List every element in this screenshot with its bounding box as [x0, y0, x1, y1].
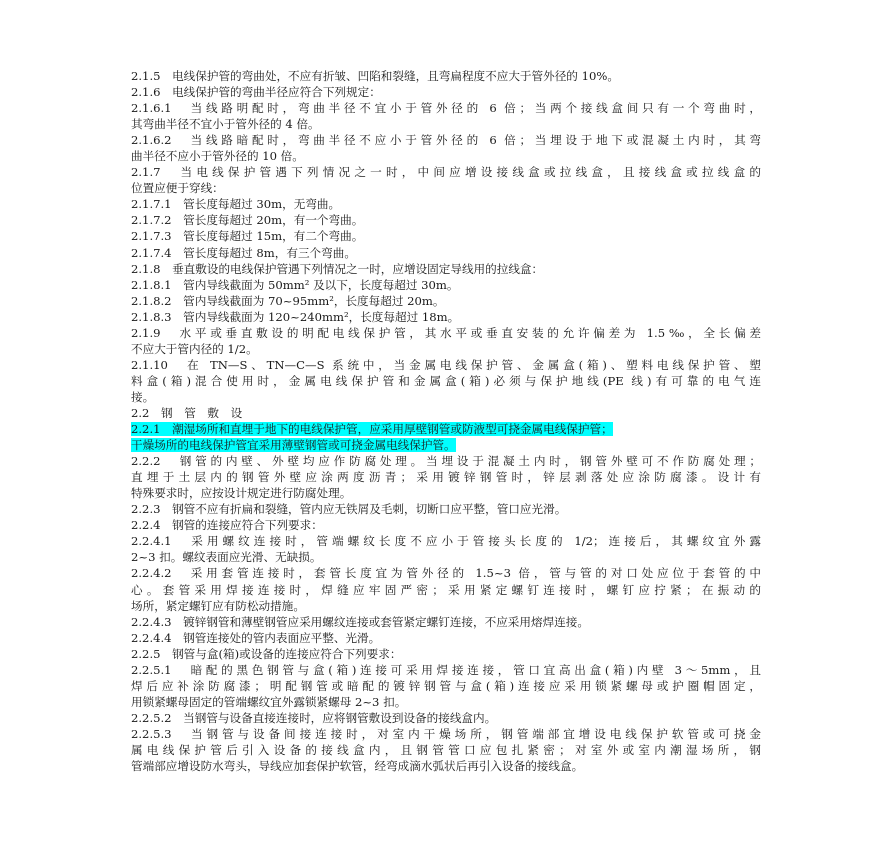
text-line: 2.1.7.3 管长度每超过 15m，有二个弯曲。 [131, 229, 364, 244]
text-line: 接。 [131, 389, 155, 404]
text-line: 特殊要求时，应按设计规定进行防腐处理。 [131, 486, 352, 501]
text-line: 2.1.9 水平或垂直敷设的明配电线保护管，其水平或垂直安装的允许偏差为 1.5‰，全长偏差 [131, 325, 761, 340]
text-line: 2.1.8.3 管内导线截面为 120~240mm²，长度每超过 18m。 [131, 309, 460, 324]
highlighted-text-line [131, 421, 761, 437]
text-line: 2.1.5 电线保护管的弯曲处，不应有折皱、凹陷和裂缝，且弯扁程度不应大于管外径的 10%。 [131, 69, 619, 83]
text-line: 2.2.4.3 镀锌钢管和薄壁钢管应采用螺纹连接或套管紧定螺钉连接，不应采用熔焊连接。 [131, 614, 589, 629]
text-line: 2.1.6.1 当线路明配时，弯曲半径不宜小于管外径的 6 倍；当两个接线盒间只有一个弯曲时， [131, 101, 761, 116]
text-line: 管端部应增设防水弯头，导线应加套保护软管，经弯成滴水弧状后再引入设备的接线盒。 [131, 759, 584, 774]
text-line: 2.1.6.2 当线路暗配时，弯曲半径不应小于管外径的 6 倍；当埋设于地下或混凝土内时，其弯 [131, 133, 761, 148]
text-line: 曲半径不应小于管外径的 10 倍。 [131, 149, 304, 164]
text-line: 2.1.7.1 管长度每超过 30m，无弯曲。 [131, 197, 341, 212]
text-line: 其弯曲半径不宜小于管外径的 4 倍。 [131, 117, 320, 132]
text-line: 2.2.5.3 当钢管与设备间接连接时，对室内干燥场所，钢管端部宜增设电线保护软管或可挠金 [131, 726, 761, 741]
text-line: 2~3 扣。螺纹表面应光滑、无缺损。 [131, 550, 322, 565]
highlighted-text: 2.2.1 潮湿场所和直埋于地下的电线保护管，应采用厚壁钢管或防液型可挠金属电线保护管； [131, 422, 613, 437]
text-line: 2.2.4.1 采用螺纹连接时，管端螺纹长度不应小于管接头长度的 1/2；连接后，其螺纹宜外露 [131, 534, 761, 549]
text-line: 2.2.2 钢管的内壁、外壁均应作防腐处理。当埋设于混凝土内时，钢管外壁可不作防腐处理； [131, 454, 761, 469]
text-line: 2.2.3 钢管不应有折扁和裂缝，管内应无铁屑及毛刺，切断口应平整，管口应光滑。 [131, 502, 567, 517]
highlighted-text: 干燥场所的电线保护管宜采用薄壁钢管或可挠金属电线保护管。 [131, 438, 456, 453]
text-line: 2.2.4.4 钢管连接处的管内表面应平整、光滑。 [131, 630, 381, 645]
text-line: 2.1.10 在 TN—S、TN—C—S 系统中，当金属电线保护管、金属盒(箱)、塑料电线保护管、塑 [131, 357, 761, 372]
text-line: 2.2.5 钢管与盒(箱)或设备的连接应符合下列要求： [131, 646, 402, 661]
text-line: 2.1.8 垂直敷设的电线保护管遇下列情况之一时，应增设固定导线用的拉线盒： [131, 261, 544, 276]
text-line: 场所，紧定螺钉应有防松动措施。 [131, 598, 305, 613]
text-line: 2.1.6 电线保护管的弯曲半径应符合下列规定： [131, 85, 381, 100]
text-line: 心。套管采用焊接连接时，焊缝应牢固严密；采用紧定螺钉连接时，螺钉应拧紧；在振动的 [131, 582, 761, 597]
text-line: 2.2.4 钢管的连接应符合下列要求： [131, 518, 323, 533]
text-line: 2.2.4.2 采用套管连接时，套管长度宜为管外径的 1.5~3 倍，管与管的对口处应位于套管的中 [131, 566, 761, 581]
text-line: 属电线保护管后引入设备的接线盒内，且钢管管口应包扎紧密；对室外或室内潮湿场所，钢 [131, 742, 761, 757]
text-line: 2.2.5.1 暗配的黑色钢管与盒(箱)连接可采用焊接连接，管口宜高出盒(箱)内壁 3～5mm，且 [131, 662, 761, 677]
text-line: 2.1.8.1 管内导线截面为 50mm² 及以下，长度每超过 30m。 [131, 277, 459, 292]
text-line: 料盒(箱)混合使用时，金属电线保护管和金属盒(箱)必须与保护地线(PE 线)有可靠的电气连 [131, 373, 761, 388]
text-line: 2.1.7 当电线保护管遇下列情况之一时，中间应增设接线盒或拉线盒，且接线盒或拉线盒的 [131, 165, 761, 180]
document-body [131, 68, 761, 774]
text-line: 用锁紧螺母固定的管端螺纹宜外露锁紧螺母 2~3 扣。 [131, 694, 407, 709]
text-line: 直埋于土层内的钢管外壁应涂两度沥青；采用镀锌钢管时，锌层剥落处应涂防腐漆。设计有 [131, 470, 761, 485]
highlighted-text-line [131, 437, 761, 453]
text-line: 2.2.5.2 当钢管与设备直接连接时，应将钢管敷设到设备的接线盒内。 [131, 710, 497, 725]
text-line: 2.2 钢 管 敷 设 [131, 405, 243, 420]
text-line: 焊后应补涂防腐漆；明配钢管或暗配的镀锌钢管与盒(箱)连接应采用锁紧螺母或护圈帽固定， [131, 678, 761, 693]
text-line: 2.1.7.4 管长度每超过 8m，有三个弯曲。 [131, 245, 356, 260]
text-line: 位置应便于穿线： [131, 181, 224, 196]
text-line: 2.1.7.2 管长度每超过 20m，有一个弯曲。 [131, 213, 364, 228]
text-line: 2.1.8.2 管内导线截面为 70~95mm²，长度每超过 20m。 [131, 293, 445, 308]
text-line: 不应大于管内径的 1/2。 [131, 341, 258, 356]
